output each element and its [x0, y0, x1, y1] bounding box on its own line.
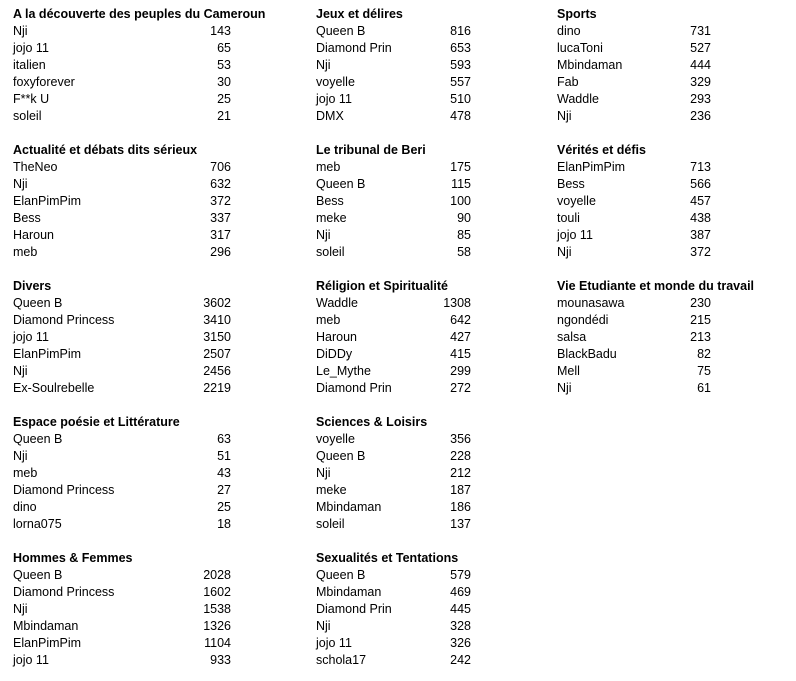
member-name: voyelle — [316, 432, 355, 446]
member-name: DMX — [316, 109, 344, 123]
member-name: Fab — [557, 75, 579, 89]
post-count: 326 — [450, 636, 471, 650]
post-count: 100 — [450, 194, 471, 208]
member-name: ngondédi — [557, 313, 609, 327]
list-item — [316, 108, 471, 125]
post-count: 816 — [450, 24, 471, 38]
post-count: 85 — [457, 228, 471, 242]
post-count: 75 — [697, 364, 711, 378]
member-name: Haroun — [316, 330, 357, 344]
list-item — [316, 482, 471, 499]
post-count: 438 — [690, 211, 711, 225]
list-item — [557, 91, 711, 108]
post-count: 18 — [217, 517, 231, 531]
post-count: 90 — [457, 211, 471, 225]
list-item — [557, 227, 711, 244]
section-divers — [13, 278, 231, 397]
section-title: A la découverte des peuples du Cameroun — [13, 7, 266, 21]
member-name: salsa — [557, 330, 587, 344]
post-count: 3602 — [203, 296, 231, 310]
member-name: jojo 11 — [13, 41, 49, 55]
member-name: mounasawa — [557, 296, 625, 310]
member-name: ElanPimPim — [13, 347, 82, 361]
post-count: 175 — [450, 160, 471, 174]
member-name: ElanPimPim — [13, 194, 82, 208]
list-item — [316, 601, 471, 618]
member-name: Queen B — [13, 296, 63, 310]
member-name: Diamond Princess — [13, 313, 115, 327]
member-name: Nji — [316, 58, 331, 72]
list-item — [13, 482, 231, 499]
member-name: voyelle — [316, 75, 355, 89]
post-count: 457 — [690, 194, 711, 208]
list-item — [316, 312, 471, 329]
member-name: jojo 11 — [13, 653, 49, 667]
list-item — [557, 108, 711, 125]
post-count: 1104 — [204, 636, 231, 650]
section-hommes-femmes — [13, 550, 231, 669]
section-poesie-litterature — [13, 414, 231, 533]
post-count: 296 — [210, 245, 231, 259]
member-name: ElanPimPim — [557, 160, 626, 174]
section-title: Sciences & Loisirs — [316, 415, 428, 429]
list-item — [13, 652, 231, 669]
list-item — [13, 635, 231, 652]
member-name: Diamond Prin — [316, 602, 392, 616]
member-name: Nji — [316, 619, 331, 633]
post-count: 372 — [210, 194, 231, 208]
list-item — [316, 193, 471, 210]
list-item — [316, 227, 471, 244]
post-count: 58 — [457, 245, 471, 259]
post-count: 53 — [217, 58, 231, 72]
member-name: Queen B — [13, 568, 63, 582]
section-verites-defis — [557, 142, 711, 261]
member-name: Queen B — [316, 24, 366, 38]
list-item — [13, 346, 231, 363]
member-name: Nji — [13, 602, 28, 616]
list-item — [557, 23, 711, 40]
section-tribunal-beri — [316, 142, 471, 261]
post-count: 115 — [451, 177, 471, 191]
list-item — [557, 74, 711, 91]
list-item — [13, 57, 231, 74]
post-count: 212 — [450, 466, 471, 480]
list-item — [316, 652, 471, 669]
member-name: dino — [13, 500, 37, 514]
post-count: 215 — [690, 313, 711, 327]
member-name: meb — [13, 466, 38, 480]
list-item — [557, 295, 711, 312]
list-item — [13, 601, 231, 618]
list-item — [13, 363, 231, 380]
member-name: Nji — [316, 466, 331, 480]
member-name: meb — [316, 160, 341, 174]
post-count: 642 — [450, 313, 471, 327]
post-count: 293 — [690, 92, 711, 106]
member-name: ElanPimPim — [13, 636, 82, 650]
member-name: Bess — [557, 177, 585, 191]
post-count: 444 — [690, 58, 711, 72]
member-name: foxyforever — [13, 75, 75, 89]
member-name: Mell — [557, 364, 580, 378]
member-name: Nji — [13, 177, 28, 191]
list-item — [13, 23, 231, 40]
member-name: soleil — [316, 517, 345, 531]
post-count: 137 — [450, 517, 471, 531]
member-name: Nji — [557, 245, 572, 259]
list-item — [557, 346, 711, 363]
member-name: Mbindaman — [316, 585, 382, 599]
list-item — [13, 431, 231, 448]
post-count: 469 — [450, 585, 471, 599]
member-name: Nji — [13, 449, 28, 463]
member-name: soleil — [13, 109, 42, 123]
list-item — [316, 91, 471, 108]
member-name: Diamond Prin — [316, 41, 392, 55]
member-name: TheNeo — [13, 160, 58, 174]
list-item — [316, 499, 471, 516]
list-item — [13, 380, 231, 397]
list-item — [557, 193, 711, 210]
member-name: Mbindaman — [557, 58, 623, 72]
member-name: Bess — [316, 194, 344, 208]
member-name: Bess — [13, 211, 41, 225]
post-count: 387 — [690, 228, 711, 242]
list-item — [316, 618, 471, 635]
member-name: Queen B — [316, 568, 366, 582]
post-count: 337 — [210, 211, 231, 225]
member-name: Waddle — [557, 92, 599, 106]
section-title: Jeux et délires — [316, 7, 403, 21]
list-item — [316, 346, 471, 363]
post-count: 2028 — [203, 568, 231, 582]
post-count: 329 — [690, 75, 711, 89]
section-actualite-debats — [13, 142, 231, 261]
member-name: Diamond Princess — [13, 483, 115, 497]
list-item — [316, 431, 471, 448]
list-item — [13, 516, 231, 533]
post-count: 566 — [690, 177, 711, 191]
list-item — [13, 159, 231, 176]
member-name: Mbindaman — [13, 619, 79, 633]
post-count: 1326 — [203, 619, 231, 633]
post-count: 427 — [450, 330, 471, 344]
post-count: 187 — [450, 483, 471, 497]
list-item — [13, 193, 231, 210]
post-count: 933 — [210, 653, 231, 667]
list-item — [557, 244, 711, 261]
member-name: jojo 11 — [316, 92, 352, 106]
list-item — [557, 176, 711, 193]
member-name: Nji — [316, 228, 331, 242]
section-title: Sexualités et Tentations — [316, 551, 459, 565]
post-count: 65 — [217, 41, 231, 55]
member-name: Waddle — [316, 296, 358, 310]
post-count: 82 — [697, 347, 711, 361]
member-name: Le_Mythe — [316, 364, 371, 378]
section-title: Sports — [557, 7, 597, 21]
section-title: Hommes & Femmes — [13, 551, 133, 565]
section-sports — [557, 6, 711, 125]
post-count: 706 — [210, 160, 231, 174]
member-name: Queen B — [316, 449, 366, 463]
member-name: jojo 11 — [557, 228, 593, 242]
list-item — [316, 516, 471, 533]
list-item — [316, 448, 471, 465]
section-title: Vérités et défis — [557, 143, 646, 157]
list-item — [13, 40, 231, 57]
list-item — [316, 567, 471, 584]
post-count: 1308 — [443, 296, 471, 310]
post-count: 557 — [450, 75, 471, 89]
list-item — [316, 380, 471, 397]
list-item — [13, 210, 231, 227]
member-name: jojo 11 — [13, 330, 49, 344]
post-count: 143 — [210, 24, 231, 38]
list-item — [13, 584, 231, 601]
post-count: 30 — [217, 75, 231, 89]
post-count: 1602 — [203, 585, 231, 599]
member-name: Queen B — [316, 177, 366, 191]
post-count: 299 — [450, 364, 471, 378]
member-name: Nji — [557, 381, 572, 395]
post-count: 1538 — [203, 602, 231, 616]
list-item — [557, 210, 711, 227]
post-count: 3410 — [203, 313, 231, 327]
section-jeux-delires — [316, 6, 471, 125]
post-count: 713 — [690, 160, 711, 174]
list-item — [13, 618, 231, 635]
list-item — [13, 567, 231, 584]
post-count: 2219 — [203, 381, 231, 395]
post-count: 25 — [217, 500, 231, 514]
member-name: BlackBadu — [557, 347, 617, 361]
section-peuples-cameroun — [13, 6, 266, 125]
section-vie-etudiante — [557, 278, 755, 397]
section-sexualites-tentations — [316, 550, 471, 669]
list-item — [557, 40, 711, 57]
post-count: 2507 — [203, 347, 231, 361]
list-item — [13, 295, 231, 312]
list-item — [316, 635, 471, 652]
post-count: 3150 — [203, 330, 231, 344]
member-name: Mbindaman — [316, 500, 382, 514]
member-name: meke — [316, 483, 347, 497]
list-item — [557, 363, 711, 380]
post-count: 213 — [690, 330, 711, 344]
member-name: Diamond Princess — [13, 585, 115, 599]
list-item — [316, 465, 471, 482]
member-name: DiDDy — [316, 347, 353, 361]
member-name: italien — [13, 58, 46, 72]
member-name: lorna075 — [13, 517, 62, 531]
member-name: Nji — [13, 24, 28, 38]
list-item — [557, 380, 711, 397]
list-item — [557, 57, 711, 74]
section-title: Le tribunal de Beri — [316, 143, 426, 157]
section-title: Espace poésie et Littérature — [13, 415, 180, 429]
list-item — [13, 329, 231, 346]
member-name: Queen B — [13, 432, 63, 446]
list-item — [13, 91, 231, 108]
list-item — [316, 584, 471, 601]
post-count: 415 — [450, 347, 471, 361]
list-item — [316, 329, 471, 346]
list-item — [557, 159, 711, 176]
post-count: 356 — [450, 432, 471, 446]
post-count: 510 — [450, 92, 471, 106]
post-count: 272 — [450, 381, 471, 395]
post-count: 242 — [450, 653, 471, 667]
post-count: 328 — [450, 619, 471, 633]
list-item — [557, 329, 711, 346]
post-count: 230 — [690, 296, 711, 310]
member-name: jojo 11 — [316, 636, 352, 650]
post-count: 317 — [210, 228, 231, 242]
member-name: lucaToni — [557, 41, 603, 55]
member-name: voyelle — [557, 194, 596, 208]
section-title: Divers — [13, 279, 52, 293]
post-count: 731 — [690, 24, 711, 38]
post-count: 579 — [450, 568, 471, 582]
list-item — [13, 227, 231, 244]
list-item — [13, 244, 231, 261]
list-item — [13, 176, 231, 193]
post-count: 228 — [450, 449, 471, 463]
list-item — [316, 40, 471, 57]
list-item — [316, 210, 471, 227]
post-count: 632 — [210, 177, 231, 191]
post-count: 186 — [450, 500, 471, 514]
section-title: Actualité et débats dits sérieux — [13, 143, 198, 157]
list-item — [316, 363, 471, 380]
member-name: meb — [316, 313, 341, 327]
post-count: 43 — [217, 466, 231, 480]
list-item — [316, 244, 471, 261]
list-item — [557, 312, 711, 329]
list-item — [13, 74, 231, 91]
list-item — [13, 465, 231, 482]
member-name: meke — [316, 211, 347, 225]
section-title: Vie Etudiante et monde du travail — [557, 279, 755, 293]
list-item — [316, 23, 471, 40]
section-religion-spiritualite — [316, 278, 471, 397]
post-count: 593 — [450, 58, 471, 72]
post-count: 21 — [217, 109, 231, 123]
member-name: touli — [557, 211, 580, 225]
list-item — [316, 159, 471, 176]
post-count: 61 — [697, 381, 711, 395]
post-count: 527 — [690, 41, 711, 55]
post-count: 653 — [450, 41, 471, 55]
member-name: Haroun — [13, 228, 54, 242]
post-count: 27 — [217, 483, 231, 497]
post-count: 63 — [217, 432, 231, 446]
member-name: Diamond Prin — [316, 381, 392, 395]
section-sciences-loisirs — [316, 414, 471, 533]
post-count: 478 — [450, 109, 471, 123]
post-count: 51 — [217, 449, 231, 463]
list-item — [13, 499, 231, 516]
member-name: Nji — [557, 109, 572, 123]
list-item — [13, 108, 231, 125]
list-item — [13, 448, 231, 465]
list-item — [316, 57, 471, 74]
member-name: dino — [557, 24, 581, 38]
post-count: 372 — [690, 245, 711, 259]
member-name: F**k U — [13, 92, 50, 106]
member-name: soleil — [316, 245, 345, 259]
list-item — [316, 74, 471, 91]
post-count: 445 — [450, 602, 471, 616]
post-count: 25 — [217, 92, 231, 106]
list-item — [316, 295, 471, 312]
post-count: 236 — [690, 109, 711, 123]
member-name: Nji — [13, 364, 28, 378]
member-name: meb — [13, 245, 38, 259]
member-name: schola17 — [316, 653, 367, 667]
list-item — [316, 176, 471, 193]
post-count: 2456 — [203, 364, 231, 378]
list-item — [13, 312, 231, 329]
member-name: Ex-Soulrebelle — [13, 381, 95, 395]
section-title: Réligion et Spiritualité — [316, 279, 448, 293]
